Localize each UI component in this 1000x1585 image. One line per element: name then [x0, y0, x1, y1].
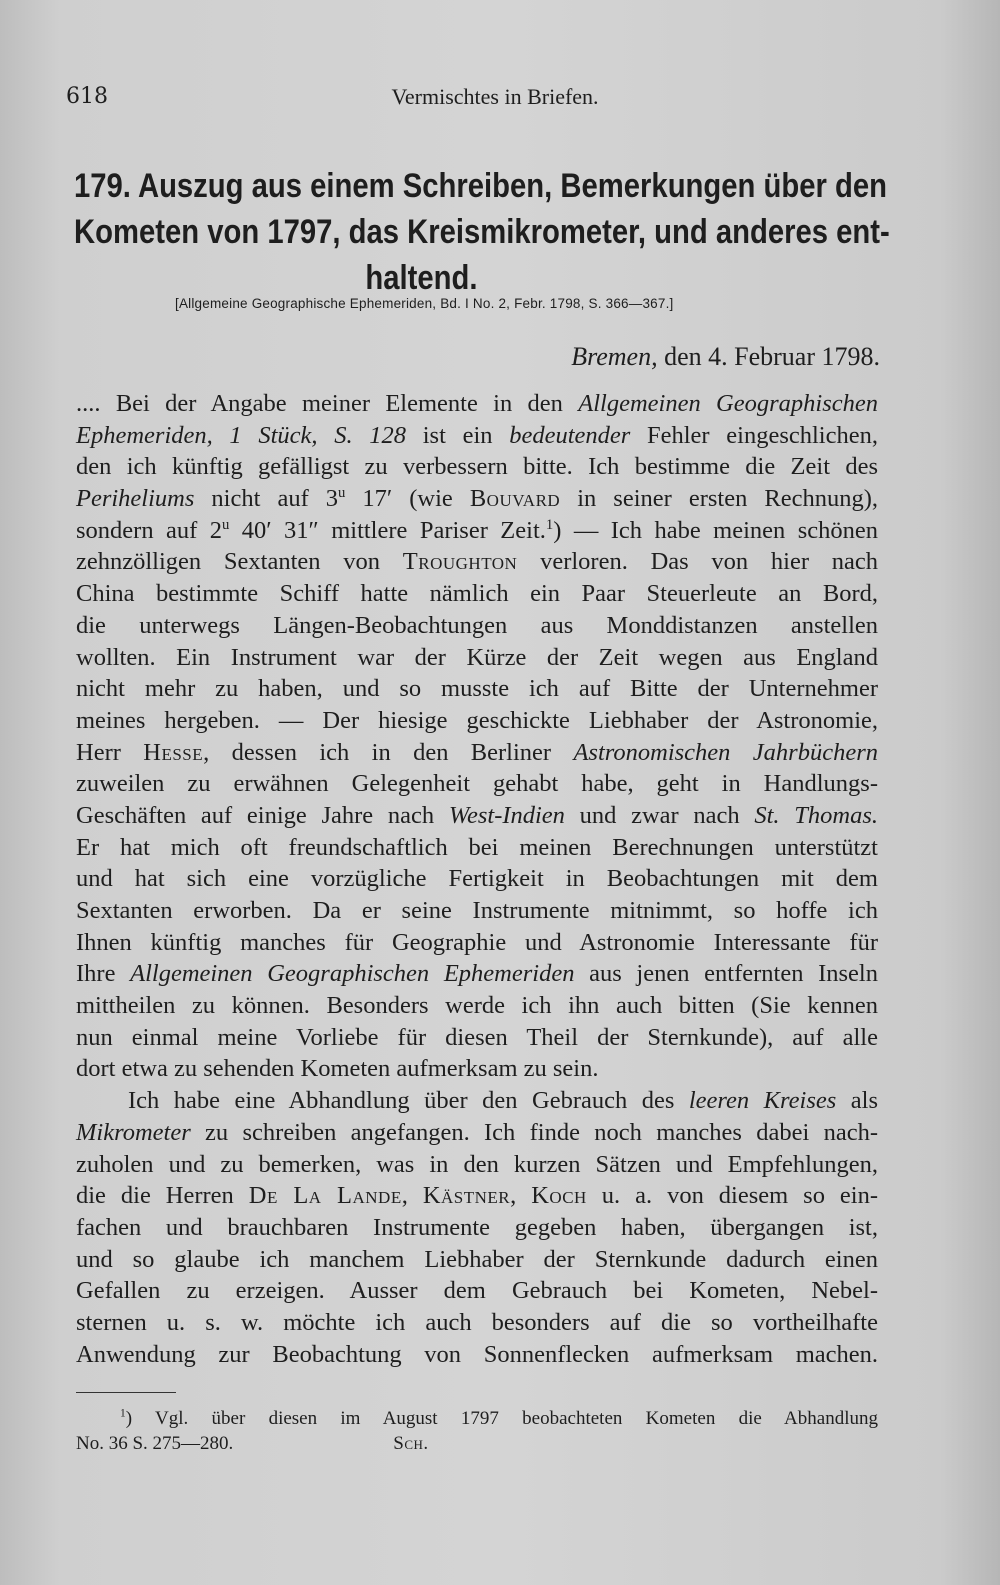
text-line: Er hat mich oft freundschaftlich bei meinen Berechnungen unterstützt [76, 833, 878, 861]
text-line: nun einmal meine Vorliebe für diesen Theil der Sternkunde), auf alle [76, 1023, 878, 1051]
footnote-line [76, 1406, 878, 1431]
superscript: u [221, 516, 230, 533]
text-line: den ich künftig gefälligst zu verbessern bitte. Ich bestimme die Zeit des [76, 453, 878, 481]
text-line: dort etwa zu sehenden Kometen aufmerksam zu sein. [76, 1055, 599, 1083]
person-name: Kästner [422, 1182, 511, 1210]
text-span: , [401, 1182, 423, 1210]
running-head [66, 84, 924, 116]
text-span: Ihre [76, 960, 131, 988]
text-line: fachen und brauchbaren Instrumente gegeben haben, übergangen ist, [76, 1213, 878, 1241]
text-span: Ich habe eine Abhandlung über den Gebrauch des [128, 1087, 689, 1115]
text-span: als [836, 1087, 878, 1115]
title-line: haltend. [365, 259, 478, 297]
text-span: , dessen ich in den Berliner [203, 738, 574, 766]
text-span: verloren. Das von hier nach [517, 548, 878, 576]
text-span: 17′ (wie [345, 485, 470, 513]
text-line [76, 420, 878, 452]
text-line: wollten. Ein Instrument war der Kürze der Zeit wegen aus England [76, 643, 878, 671]
title-line: Kometen von 1797, das Kreismikrometer, und anderes ent- [74, 213, 890, 251]
page-number: 618 [66, 84, 108, 109]
text-line [76, 515, 878, 547]
text-span: ) — Ich habe meinen schönen [553, 516, 879, 544]
person-name: Koch [531, 1182, 587, 1210]
text-span: leeren Kreises [688, 1087, 837, 1115]
text-line [76, 800, 878, 832]
text-span: Mikrometer [76, 1118, 191, 1146]
text-line [76, 546, 878, 578]
text-line: China bestimmte Schiff hatte nämlich ein Paar Steuerleute an Bord, [76, 580, 878, 608]
footnote-line [76, 1431, 878, 1456]
text-span: No. 36 S. 275—280. [76, 1433, 234, 1454]
footnote-marker: 1 [545, 516, 554, 533]
running-title: Vermischtes in Briefen. [391, 84, 599, 109]
text-line [76, 737, 878, 769]
text-line: zuholen und zu bemerken, was in den kurzen Sätzen und Empfehlungen, [76, 1150, 878, 1178]
text-line [76, 1180, 878, 1212]
person-name: Hesse [143, 738, 204, 766]
text-span: bedeutender [509, 421, 631, 449]
dateline-date: den 4. Februar 1798. [664, 342, 880, 371]
text-line: Gefallen zu erzeigen. Ausser dem Gebrauch bei Kometen, Nebel- [76, 1277, 878, 1305]
text-span: zu schreiben angefangen. Ich finde noch manches dabei nach- [190, 1118, 878, 1146]
text-line: Sextanten erworben. Da er seine Instrumente mitnimmt, so hoffe ich [76, 897, 878, 924]
text-line: und hat sich eine vorzügliche Fertigkeit in Beobachtungen mit dem [76, 865, 878, 893]
text-span: Allgemeinen Geographischen [578, 390, 878, 417]
text-line [76, 483, 878, 515]
superscript: u [338, 484, 346, 501]
text-span: St. Thomas. [754, 801, 878, 829]
article-title [74, 163, 890, 301]
text-span: in seiner ersten Rechnung), [560, 485, 878, 513]
text-span: Allgemeinen Geographischen Ephemeriden [130, 960, 575, 988]
text-line: Anwendung zur Beobachtung von Sonnenflecken aufmerksam machen. [76, 1340, 878, 1368]
text-line: mittheilen zu können. Besonders werde ich ihn auch bitten (Sie kennen [76, 992, 878, 1020]
text-span: Ephemeriden, 1 Stück, S. 128 [76, 421, 407, 449]
text-span: und zwar nach [564, 801, 755, 829]
text-span: u. a. von diesem so ein- [586, 1182, 878, 1210]
text-line: meines hergeben. — Der hiesige geschickte Liebhaber der Astronomie, [76, 706, 878, 734]
text-span: Astronomischen Jahrbüchern [573, 738, 878, 766]
dateline [500, 342, 880, 372]
text-span: 40′ 31″ mittlere Pariser Zeit. [229, 516, 546, 544]
footnotes [76, 1406, 878, 1456]
title-line: 179. Auszug aus einem Schreiben, Bemerkungen über den [74, 167, 887, 205]
text-line [76, 1085, 878, 1117]
text-line: zuweilen zu erwähnen Gelegenheit gehabt habe, geht in Handlungs- [76, 770, 878, 798]
dateline-place: Bremen, [571, 342, 658, 371]
person-name: De La Lande [248, 1182, 402, 1210]
text-span: nicht auf 3 [194, 485, 339, 513]
text-span: , [510, 1182, 532, 1210]
text-span: Periheliums [76, 485, 195, 513]
text-span: ist ein [406, 421, 510, 449]
text-span: Geschäften auf einige Jahre nach [76, 801, 449, 829]
letter-body [76, 388, 878, 1370]
text-line: nicht mehr zu haben, und so musste ich auf Bitte der Unternehmer [76, 675, 878, 703]
person-name: Troughton [402, 548, 518, 576]
text-span: zehnzölligen Sextanten von [76, 548, 403, 576]
footnote-rule [76, 1392, 176, 1393]
text-line: und so glaube ich manchem Liebhaber der Sternkunde dadurch einen [76, 1245, 878, 1273]
text-span: Fehler eingeschlichen, [630, 421, 878, 449]
text-line: Ihnen künftig manches für Geographie und Astronomie Interessante für [76, 928, 878, 956]
text-span: West-Indien [448, 801, 565, 829]
source-reference: [Allgemeine Geographische Ephemeriden, Bd. I No. 2, Febr. 1798, S. 366—367.] [175, 296, 674, 311]
text-line: sternen u. s. w. möchte ich auch besonders auf die so vortheilhafte [76, 1308, 878, 1336]
text-span: sondern auf 2 [76, 516, 222, 544]
footnote-number: 1 [120, 1407, 126, 1420]
text-span: aus jenen entfernten Inseln [574, 960, 878, 988]
text-span: die die Herren [76, 1182, 249, 1210]
editor-initials: Sch. [393, 1433, 429, 1454]
text-line: die unterwegs Längen-Beobachtungen aus Monddistanzen anstellen [76, 611, 878, 639]
text-line [76, 958, 878, 990]
text-span: ) Vgl. über diesen im August 1797 beobachteten Kometen die Abhandlung [125, 1408, 878, 1429]
text-span: Herr [76, 738, 144, 766]
text-line [76, 1117, 878, 1149]
person-name: Bouvard [469, 485, 561, 513]
text-line [76, 388, 878, 420]
text-span: .... Bei der Angabe meiner Elemente in den [76, 390, 579, 417]
